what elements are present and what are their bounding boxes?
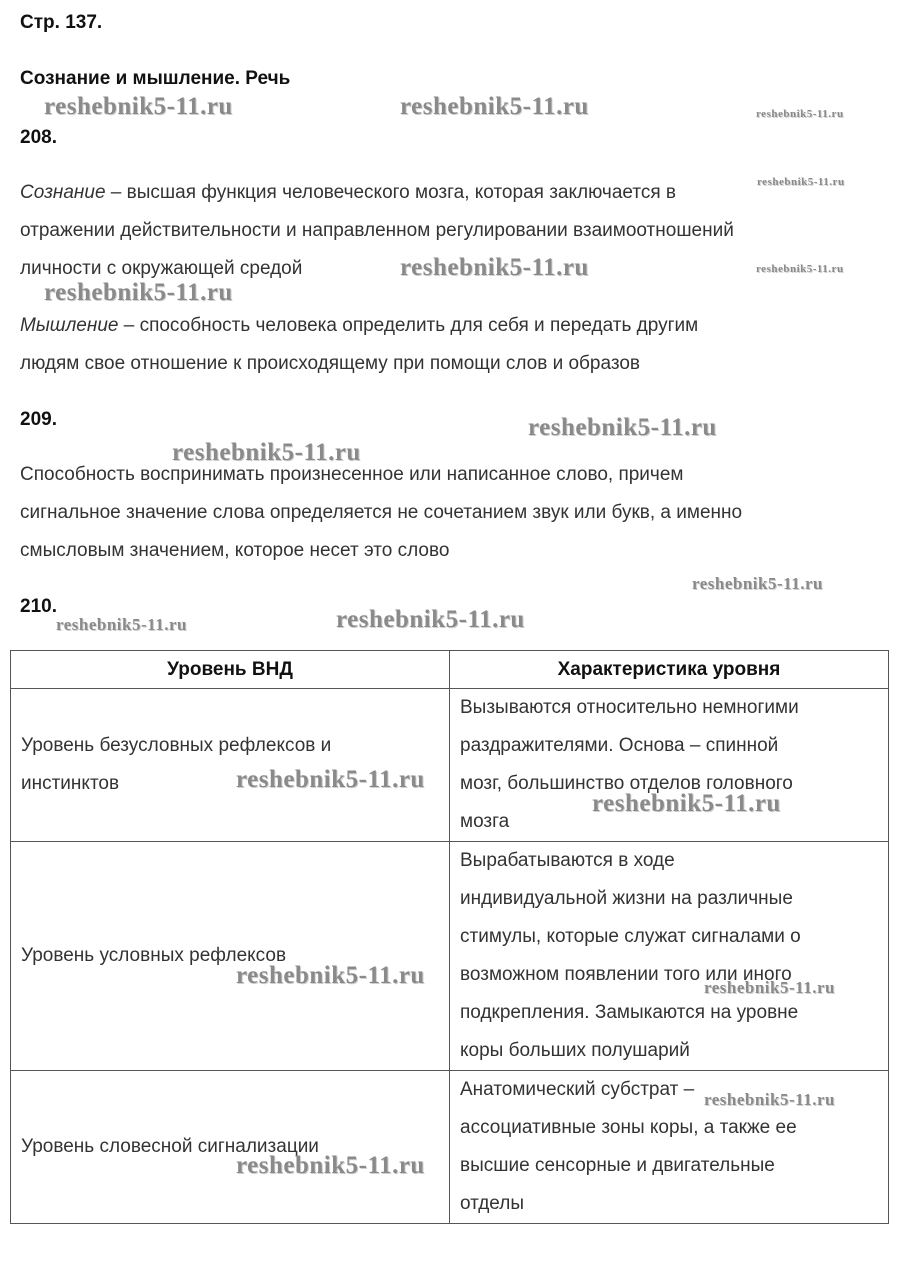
task-208-text-2	[20, 307, 880, 383]
watermark: reshebnik5-11.ru	[44, 279, 233, 306]
def1-line2: отражении действительности и направленном регулировании взаимоотношений	[20, 220, 734, 241]
watermark: reshebnik5-11.ru	[400, 254, 589, 281]
level-cell: Уровень безусловных рефлексов и инстинктов	[11, 689, 450, 842]
characteristic-cell: Анатомический субстрат – ассоциативные зоны коры, а также ее высшие сенсорные и двигательные отделы	[450, 1071, 889, 1224]
task-number-208: 208.	[20, 127, 57, 148]
watermark: reshebnik5-11.ru	[56, 615, 187, 634]
def2-line1: – способность человека определить для себя и передать другим	[118, 315, 699, 336]
watermark: reshebnik5-11.ru	[592, 790, 781, 817]
watermark: reshebnik5-11.ru	[692, 574, 823, 593]
table-row	[11, 689, 889, 842]
watermark: reshebnik5-11.ru	[528, 414, 717, 441]
watermark: reshebnik5-11.ru	[704, 978, 835, 997]
page-reference: Стр. 137.	[20, 12, 103, 33]
watermark: reshebnik5-11.ru	[756, 108, 844, 120]
watermark: reshebnik5-11.ru	[236, 1152, 425, 1179]
watermark: reshebnik5-11.ru	[336, 606, 525, 633]
header-characteristic: Характеристика уровня	[450, 651, 889, 689]
characteristic-cell: Вырабатываются в ходе индивидуальной жизни на различные стимулы, которые служат сигналами о возможном появлении того или иного подкрепления. Замыкаются на уровне коры больших полушарий	[450, 842, 889, 1071]
watermark: reshebnik5-11.ru	[400, 93, 589, 120]
task209-line1: Способность воспринимать произнесенное или написанное слово, причем	[20, 464, 684, 485]
vnd-levels-table	[10, 650, 889, 1224]
watermark: reshebnik5-11.ru	[172, 439, 361, 466]
task-209-text	[20, 456, 890, 570]
watermark: reshebnik5-11.ru	[44, 93, 233, 120]
level-cell: Уровень условных рефлексов	[11, 842, 450, 1071]
topic-title: Сознание и мышление. Речь	[20, 68, 291, 89]
watermark: reshebnik5-11.ru	[756, 263, 844, 275]
characteristic-cell: Вызываются относительно немногими раздражителями. Основа – спинной мозг, большинство отделов головного мозга	[450, 689, 889, 842]
def2-line2: людям свое отношение к происходящему при помощи слов и образов	[20, 353, 640, 374]
task-number-209: 209.	[20, 409, 57, 430]
watermark: reshebnik5-11.ru	[236, 962, 425, 989]
task209-line2: сигнальное значение слова определяется не сочетанием звук или букв, а именно	[20, 502, 743, 523]
table-header-row	[11, 651, 889, 689]
watermark: reshebnik5-11.ru	[236, 766, 425, 793]
def1-line3: личности с окружающей средой	[20, 258, 303, 279]
level-cell: Уровень словесной сигнализации	[11, 1071, 450, 1224]
term-consciousness: Сознание	[20, 182, 106, 203]
header-level: Уровень ВНД	[11, 651, 450, 689]
def1-line1: – высшая функция человеческого мозга, которая заключается в	[105, 182, 676, 203]
task-number-210: 210.	[20, 596, 57, 617]
watermark: reshebnik5-11.ru	[704, 1090, 835, 1109]
task209-line3: смысловым значением, которое несет это слово	[20, 540, 450, 561]
watermark: reshebnik5-11.ru	[757, 176, 845, 188]
table-row	[11, 842, 889, 1071]
term-thinking: Мышление	[20, 315, 119, 336]
